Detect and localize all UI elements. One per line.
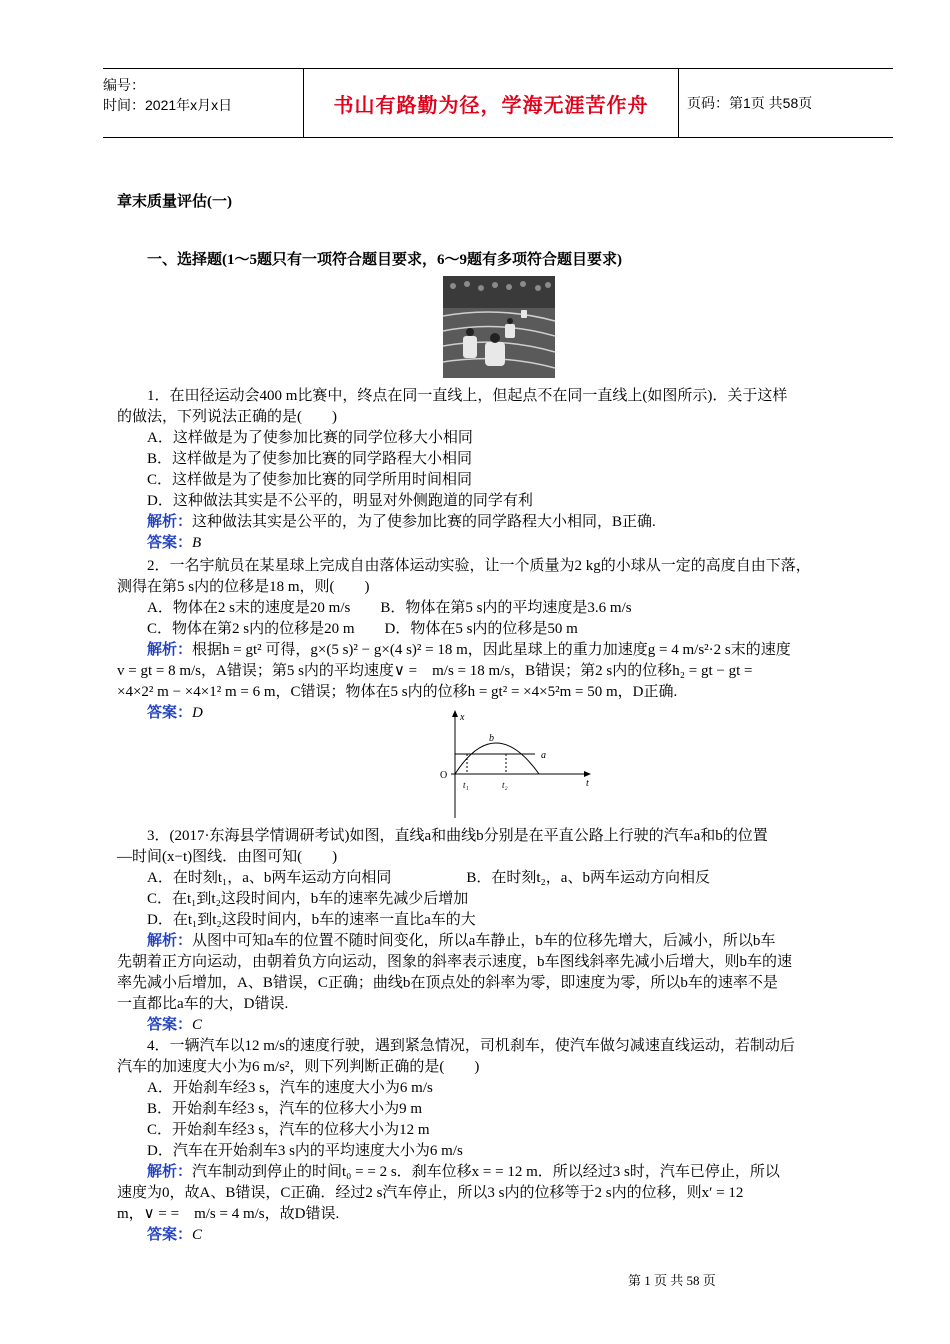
header-motto: 书山有路勤为径，学海无涯苦作舟 <box>303 69 679 137</box>
curve-b-label: b <box>489 733 494 744</box>
q4-answer <box>147 1225 917 1245</box>
q3-option-d: D．在t₁到t₂这段时间内，b车的速率一直比a车的大 <box>147 912 476 928</box>
q3-analysis-line2: 先朝着正方向运动，由朝着负方向运动，图象的斜率表示速度，b车图线斜率先减小后增大，则b车的速 <box>117 954 793 970</box>
analysis-label: 解析： <box>147 514 193 530</box>
q2-analysis-line2: v = gt = 8 m/s，A错误；第5 s内的平均速度∨ = m/s = 18 m/s，B错误；第2 s内的位移h₂ = gt − gt = <box>117 663 753 679</box>
q4-answer-value: C <box>192 1227 203 1243</box>
position-time-graph <box>435 708 595 822</box>
q1-option-c: C．这样做是为了使参加比赛的同学所用时间相同 <box>147 472 473 488</box>
q4-option-b: B．开始刹车经3 s，汽车的位移大小为9 m <box>147 1101 423 1117</box>
q2-stem-line1: 2．一名宇航员在某星球上完成自由落体运动实验，让一个质量为2 kg的小球从一定的高度自由下落， <box>147 558 811 574</box>
y-axis-label: x <box>460 712 465 723</box>
q1-option-a: A．这样做是为了使参加比赛的同学位移大小相同 <box>147 430 473 446</box>
q4-analysis-line1: 汽车制动到停止的时间t₀ = = 2 s．刹车位移x = = 12 m．所以经过3 s时，汽车已停止，所以 <box>192 1164 780 1180</box>
q1-analysis-text: 这种做法其实是公平的，为了使参加比赛的同学路程大小相同，B正确. <box>192 514 656 530</box>
page-footer: 第 1 页 共 58 页 <box>628 1273 716 1288</box>
q3-stem-line2: —时间(x−t)图线．由图可知( ) <box>117 849 338 865</box>
q3-option-c: C．在t₁到t₂这段时间内，b车的速率先减少后增加 <box>147 891 469 907</box>
header-page-info: 页码：第1页 共58页 <box>687 95 813 111</box>
date-label: 时间：2021年x月x日 <box>103 97 233 113</box>
page-header <box>103 68 893 138</box>
q2-analysis <box>147 640 917 660</box>
analysis-label: 解析： <box>147 933 193 949</box>
track-race-photo <box>443 276 555 378</box>
section-heading <box>147 250 917 270</box>
q2-options-cd: C．物体在第2 s内的位移是20 m D．物体在5 s内的位移是50 m <box>147 621 578 637</box>
q1-answer-value: B <box>192 535 202 551</box>
serial-label: 编号： <box>103 77 145 93</box>
x-axis-arrow <box>584 771 591 777</box>
q3-analysis-line3: 率先减小后增加，A、B错误，C正确；曲线b在顶点处的斜率为零，即速度为零，所以b车的速率不是 <box>117 975 778 991</box>
q4-analysis-line2: 速度为0，故A、B错误，C正确．经过2 s汽车停止，所以3 s内的位移等于2 s内的位移，则x′ = 12 <box>117 1185 744 1201</box>
doc-title: 章末质量评估(一) <box>117 194 232 210</box>
x-axis-label: t <box>586 778 589 789</box>
t1-label: t₁ <box>463 780 469 790</box>
q2-answer-value: D <box>192 705 203 721</box>
answer-label: 答案： <box>147 1227 193 1243</box>
q1-stem-line2: 的做法，下列说法正确的是( ) <box>117 409 337 425</box>
q1-answer <box>147 533 917 553</box>
q4-option-a: A．开始刹车经3 s，汽车的速度大小为6 m/s <box>147 1080 433 1096</box>
q1-stem-line1: 1．在田径运动会400 m比赛中，终点在同一直线上，但起点不在同一直线上(如图所示)．关于这样 <box>147 388 788 404</box>
q4-option-c: C．开始刹车经3 s，汽车的位移大小为12 m <box>147 1122 430 1138</box>
q4-option-d: D．汽车在开始刹车3 s内的平均速度大小为6 m/s <box>147 1143 463 1159</box>
q4-stem-line2: 汽车的加速度大小为6 m/s²，则下列判断正确的是( ) <box>117 1059 480 1075</box>
q3-answer-value: C <box>192 1017 203 1033</box>
origin-label: O <box>440 770 448 781</box>
q4-analysis <box>147 1162 917 1182</box>
q1-option-b: B．这样做是为了使参加比赛的同学路程大小相同 <box>147 451 473 467</box>
q2-options-ab: A．物体在2 s末的速度是20 m/s B．物体在第5 s内的平均速度是3.6 m/s <box>147 600 632 616</box>
q2-analysis-line3: ×4×2² m − ×4×1² m = 6 m，C错误；物体在5 s内的位移h = gt² = ×4×5²m = 50 m，D正确. <box>117 684 678 700</box>
q2-stem-line2: 测得在第5 s内的位移是18 m，则( ) <box>117 579 370 595</box>
line-a-label: a <box>541 750 546 761</box>
analysis-label: 解析： <box>147 642 193 658</box>
q3-stem-line1: 3．(2017·东海县学情调研考试)如图，直线a和曲线b分别是在平直公路上行驶的汽车a和b的位置 <box>147 828 768 844</box>
y-axis-arrow <box>452 710 458 717</box>
q2-analysis-line1: 根据h = gt² 可得，g×(5 s)² − g×(4 s)² = 18 m，因此星球上的重力加速度g = 4 m/s²·2 s末的速度 <box>192 642 791 658</box>
t2-label: t₂ <box>502 780 508 790</box>
q3-analysis-line1: 从图中可知a车的位置不随时间变化，所以a车静止，b车的位移先增大，后减小，所以b车 <box>192 933 776 949</box>
q3-options-ab: A．在时刻t₁，a、b两车运动方向相同 B．在时刻t₂，a、b两车运动方向相反 <box>147 870 710 886</box>
analysis-label: 解析： <box>147 1164 193 1180</box>
q1-option-d: D．这种做法其实是不公平的，明显对外侧跑道的同学有利 <box>147 493 533 509</box>
header-left <box>103 69 303 143</box>
section-text: 一、选择题(1～5题只有一项符合题目要求，6～9题有多项符合题目要求) <box>147 252 622 268</box>
q4-analysis-line3: m，∨ = = m/s = 4 m/s，故D错误. <box>117 1206 340 1222</box>
answer-label: 答案： <box>147 1017 193 1033</box>
q4-stem-line1: 4．一辆汽车以12 m/s的速度行驶，遇到紧急情况，司机刹车，使汽车做匀减速直线运动，若制动后 <box>147 1038 795 1054</box>
answer-label: 答案： <box>147 535 193 551</box>
answer-label: 答案： <box>147 705 193 721</box>
curve-b <box>455 743 539 774</box>
q3-analysis-line4: 一直都比a车的大，D错误. <box>117 996 289 1012</box>
q1-analysis <box>147 512 917 532</box>
q3-answer <box>147 1015 917 1035</box>
q3-analysis <box>147 931 917 951</box>
